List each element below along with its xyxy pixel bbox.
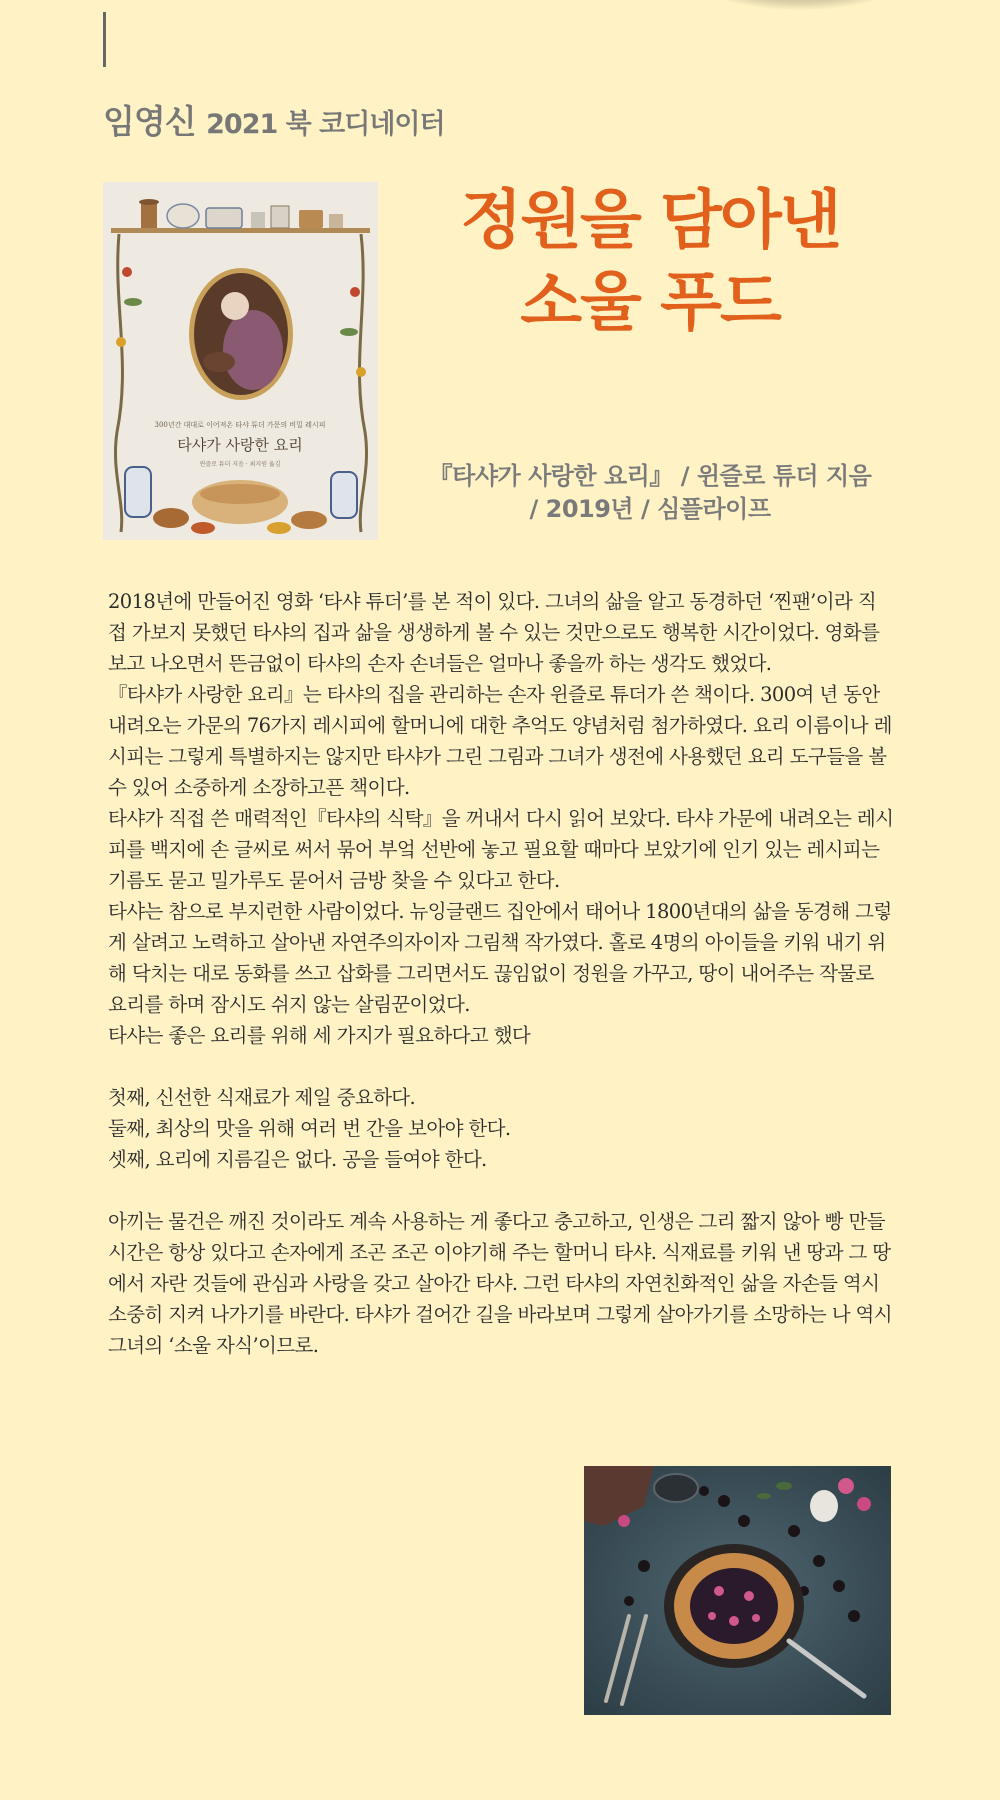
author-role: 2021 북 코디네이터 <box>206 109 445 140</box>
paragraph-spacer <box>108 1051 894 1082</box>
book-cover-illustration <box>103 182 378 540</box>
article-body <box>108 586 894 1361</box>
accent-bar <box>103 12 106 67</box>
book-info <box>385 460 915 526</box>
article-paragraph: 타샤는 참으로 부지런한 사람이었다. 뉴잉글랜드 집안에서 태어나 1800년대의 삶을 동경해 그렇게 살려고 노력하고 살아낸 자연주의자이자 그림책 작가였다. 홀로 4명의 아이들을 키워 내기 위해 닥치는 대로 동화를 쓰고 삽화를 그리면서도 끊임없이 정원을 가꾸고, 땅이 내어주는 작물로 요리를 하며 잠시도 쉬지 않는 살림꾼이었다. <box>108 900 892 1016</box>
article-paragraph: 아끼는 물건은 깨진 것이라도 계속 사용하는 게 좋다고 충고하고, 인생은 그리 짧지 않아 빵 만들 시간은 항상 있다고 손자에게 조곤 조곤 이야기해 주는 할머니 타샤. 식재료를 키워 낸 땅과 그 땅에서 자란 것들에 관심과 사랑을 갖고 살아간 타샤. 그런 타샤의 자연친화적인 삶을 자손들 역시 소중히 지켜 나가기를 바란다. 타샤가 걸어간 길을 바라보며 그렇게 살아가기를 소망하는 나 역시 그녀의 ‘소울 자식’이므로. <box>108 1210 893 1357</box>
book-cover-image <box>103 182 378 540</box>
cover-subtitle: 300년간 대대로 이어져온 타샤 튜더 가문의 비밀 레시피 <box>154 421 326 429</box>
book-info-line-1: 『타샤가 사랑한 요리』 / 윈즐로 튜더 지음 <box>428 462 872 490</box>
author-byline <box>103 96 445 143</box>
article-paragraph: 『타샤가 사랑한 요리』는 타샤의 집을 관리하는 손자 윈즐로 튜더가 쓴 책이다. 300여 년 동안 내려오는 가문의 76가지 레시피에 할머니에 대한 추억도 양념처럼 첨가하였다. 요리 이름이나 레시피는 그렇게 특별하지는 않지만 타샤가 그린 그림과 그녀가 생전에 사용했던 요리 도구들을 볼 수 있어 소중하게 소장하고픈 책이다. <box>108 683 892 799</box>
galette-photo-illustration <box>584 1466 891 1715</box>
galette-photo <box>584 1466 891 1715</box>
cover-title: 타샤가 사랑한 요리 <box>177 436 303 454</box>
paragraph-spacer <box>108 1175 894 1206</box>
decorative-shadow <box>690 0 910 10</box>
article-paragraph: 2018년에 만들어진 영화 ‘타샤 튜더’를 본 적이 있다. 그녀의 삶을 알고 동경하던 ‘찐팬’이라 직접 가보지 못했던 타샤의 집과 삶을 생생하게 볼 수 있는 것만으로도 행복한 시간이었다. 영화를 보고 나오면서 뜬금없이 타샤의 손자 손녀들은 얼마나 좋을까 하는 생각도 했었다. <box>108 590 880 675</box>
rule-item: 셋째, 요리에 지름길은 없다. 공을 들여야 한다. <box>108 1148 487 1171</box>
headline <box>400 180 900 344</box>
cover-authors: 윈즐로 튜더 지음 · 최지원 옮김 <box>199 461 281 468</box>
article-paragraph: 타샤가 직접 쓴 매력적인『타샤의 식탁』을 꺼내서 다시 읽어 보았다. 타샤 가문에 내려오는 레시피를 백지에 손 글씨로 써서 묶어 부엌 선반에 놓고 필요할 때마다 보았기에 인기 있는 레시피는 기름도 묻고 밀가루도 묻어서 금방 찾을 수 있다고 한다. <box>108 807 894 892</box>
headline-line-1: 정원을 담아낸 <box>460 184 840 258</box>
article-paragraph: 타샤는 좋은 요리를 위해 세 가지가 필요하다고 했다 <box>108 1024 531 1047</box>
author-name: 임영신 <box>103 102 196 141</box>
rule-item: 둘째, 최상의 맛을 위해 여러 번 간을 보아야 한다. <box>108 1117 511 1140</box>
rule-item: 첫째, 신선한 식재료가 제일 중요하다. <box>108 1086 416 1109</box>
book-info-line-2: / 2019년 / 심플라이프 <box>529 495 771 523</box>
headline-line-2: 소울 푸드 <box>520 266 780 340</box>
